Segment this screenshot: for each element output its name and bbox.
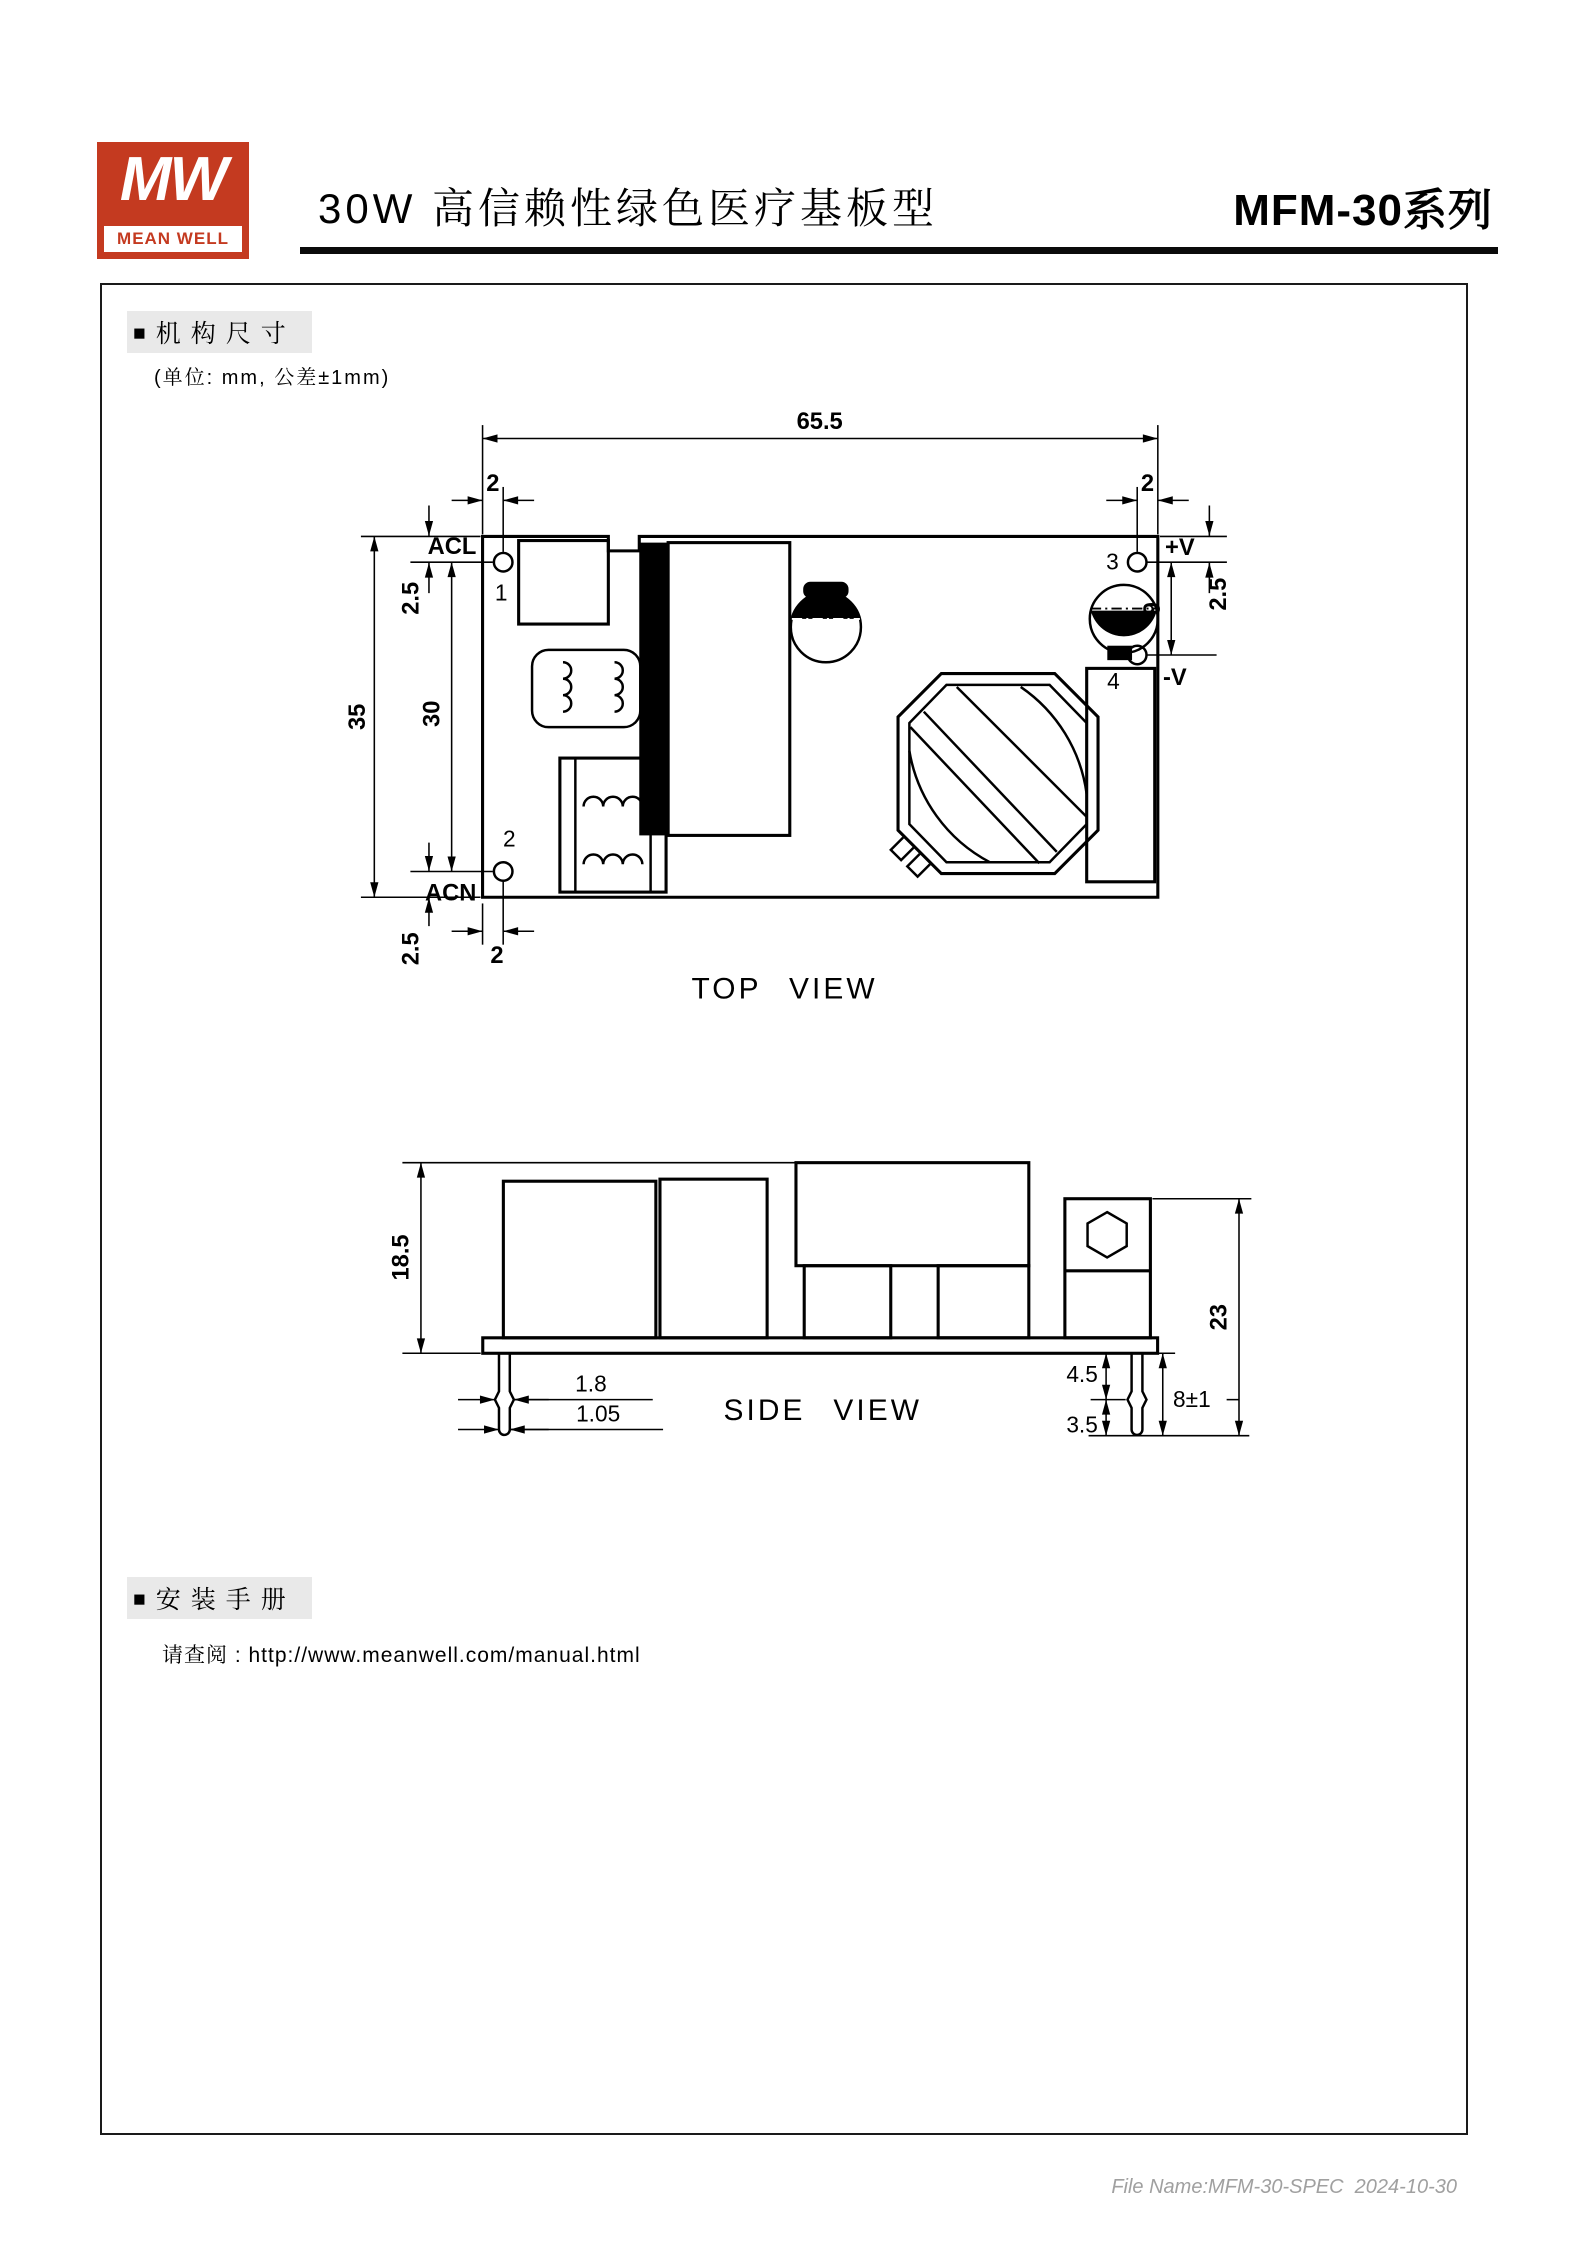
svg-text:2.5: 2.5 xyxy=(398,581,425,615)
dim-width-65-5 xyxy=(483,409,1158,534)
dim-component-height xyxy=(389,1163,798,1354)
section-bullet-icon: ■ xyxy=(133,1588,146,1611)
label-acl: ACL xyxy=(427,533,477,560)
label-pin4-num: 4 xyxy=(1107,668,1120,695)
svg-text:9: 9 xyxy=(1139,602,1166,616)
label-minusv: -V xyxy=(1162,664,1187,691)
top-view-svg xyxy=(297,392,1297,1052)
svg-text:4.5: 4.5 xyxy=(1066,1361,1098,1388)
side-view-drawing xyxy=(297,1140,1297,1485)
svg-text:1.05: 1.05 xyxy=(576,1400,621,1427)
svg-text:3.5: 3.5 xyxy=(1066,1411,1098,1438)
svg-text:2: 2 xyxy=(490,943,504,970)
label-pin2-num: 2 xyxy=(503,825,516,852)
meanwell-logo xyxy=(97,142,249,259)
side-component-b xyxy=(660,1179,767,1338)
svg-text:23: 23 xyxy=(1206,1304,1233,1331)
series-title: MFM-30系列 xyxy=(1233,186,1493,235)
section-bullet-icon: ■ xyxy=(133,322,146,345)
unit-note: (单位: mm, 公差±1mm) xyxy=(154,367,391,389)
page-title: 30W 高信赖性绿色医疗基板型 xyxy=(318,185,939,232)
pin-3-plusv xyxy=(1128,553,1147,572)
top-view-caption: TOP VIEW xyxy=(691,972,878,1006)
section-title: 安装手册 xyxy=(155,1586,296,1614)
svg-text:2: 2 xyxy=(486,471,500,498)
svg-text:2.5: 2.5 xyxy=(398,932,425,966)
component-input-transformer xyxy=(560,758,666,892)
content-frame xyxy=(100,283,1468,2135)
svg-text:35: 35 xyxy=(345,703,372,731)
dim-pin-diameter xyxy=(458,1400,663,1429)
side-transformer xyxy=(796,1163,1029,1338)
header-rule xyxy=(300,247,1498,254)
side-view-svg xyxy=(297,1140,1297,1480)
svg-text:18.5: 18.5 xyxy=(388,1234,415,1281)
component-main-transformer xyxy=(891,674,1098,877)
dim-pin-lower xyxy=(1066,1400,1106,1438)
pin-2-acn xyxy=(494,862,513,881)
svg-text:2: 2 xyxy=(1140,471,1155,498)
section-manual xyxy=(127,1577,312,1619)
logo-monogram: MW xyxy=(119,145,227,214)
pin-1-acl xyxy=(494,553,513,572)
svg-text:1.8: 1.8 xyxy=(575,1370,607,1397)
top-view-drawing xyxy=(297,392,1297,1057)
svg-text:8±1: 8±1 xyxy=(1173,1385,1211,1412)
side-component-a xyxy=(503,1181,655,1338)
dim-pin-upper xyxy=(1066,1353,1125,1399)
footer-file-info: File Name:MFM-30-SPEC 2024-10-30 xyxy=(1111,2176,1457,2198)
label-plusv: +V xyxy=(1165,534,1195,561)
side-pin-right xyxy=(1128,1353,1147,1435)
side-pin-left xyxy=(495,1353,514,1435)
component-common-choke xyxy=(532,650,640,727)
side-view-caption: SIDE VIEW xyxy=(723,1394,923,1428)
dim-pin-shoulder xyxy=(458,1370,653,1399)
component-heatsink xyxy=(668,543,790,836)
logo-name: MEAN WELL xyxy=(104,226,242,252)
component-input-block xyxy=(519,541,609,625)
svg-text:65.5: 65.5 xyxy=(796,409,843,436)
component-capacitor-small xyxy=(791,582,861,662)
dim-pin-length xyxy=(1089,1353,1250,1435)
label-pin1-num: 1 xyxy=(494,579,508,606)
manual-url-text: 请查阅 : http://www.meanwell.com/manual.html xyxy=(162,1644,641,1667)
svg-text:30: 30 xyxy=(419,700,446,727)
dim-pin1-top xyxy=(361,506,493,615)
svg-text:2.5: 2.5 xyxy=(1205,577,1232,611)
component-black-bar xyxy=(639,543,668,836)
section-mechanical xyxy=(127,311,312,353)
component-capacitor-output xyxy=(1090,585,1158,660)
label-pin3-num: 3 xyxy=(1106,548,1119,575)
section-title: 机构尺寸 xyxy=(155,320,296,348)
hex-screw-icon xyxy=(1088,1212,1127,1257)
label-acn: ACN xyxy=(425,880,477,907)
pcb-side xyxy=(483,1338,1158,1353)
side-output-component xyxy=(1065,1199,1151,1338)
